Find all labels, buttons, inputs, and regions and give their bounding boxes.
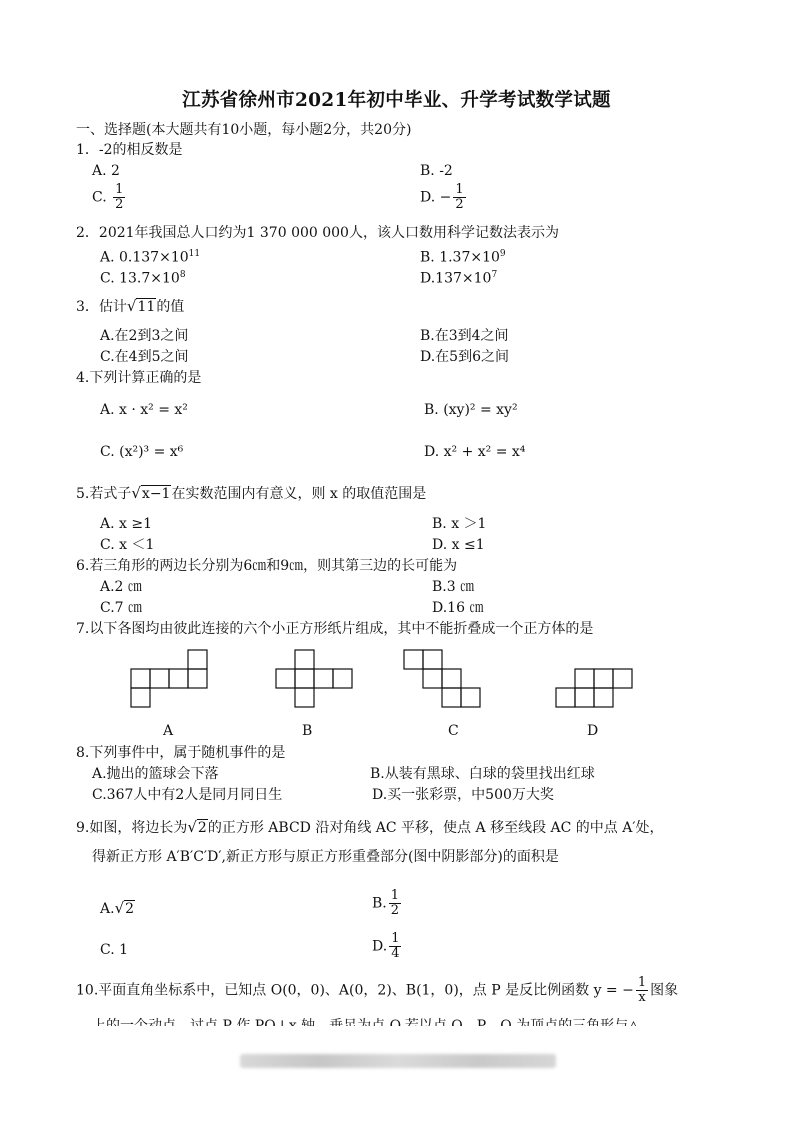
- q6-option-b: B.3 ㎝: [432, 579, 475, 595]
- q9-option-d: D. $\frac{1}{4}$: [372, 931, 400, 961]
- q5-stem: 5.若式子√x−1在实数范围内有意义，则 x 的取值范围是: [76, 484, 427, 502]
- q2-option-c: C. $13.7\times 10^8$: [100, 270, 186, 287]
- q4-option-b: B. (xy)² = xy²: [424, 402, 518, 418]
- q10-fraction: $\frac{1}{x}$: [637, 975, 647, 1005]
- q8-option-d: D.买一张彩票，中500万大奖: [372, 787, 554, 803]
- q1-d-fraction: $\frac{1}{2}$: [455, 182, 464, 212]
- q3-option-b: B.在3到4之间: [420, 328, 509, 344]
- q3-option-d: D.在5到6之间: [420, 349, 509, 365]
- q1-d-sign: −: [439, 189, 452, 206]
- q10-line1: 10.平面直角坐标系中，已知点 O(0，0)、A(0，2)、B(1，0)，点 P 是反比例函数 y = − $\frac{1}{x}$ 图象: [76, 975, 679, 1005]
- section-heading: 一、选择题(本大题共有10小题，每小题2分，共20分): [76, 122, 412, 138]
- q2-option-b: B. $1.37\times 10^9$: [420, 249, 506, 266]
- q1-c-fraction: $\frac{1}{2}$: [115, 182, 124, 212]
- cube-net-d: [555, 668, 637, 712]
- q9-line2: 得新正方形 A′B′C′D′,新正方形与原正方形重叠部分(图中阴影部分)的面积是: [92, 849, 559, 865]
- q5-option-b: B. x ＞1: [432, 516, 487, 532]
- q9-radicand: 2: [197, 820, 207, 836]
- q1-option-a: A. 2: [92, 163, 120, 179]
- q2-option-d: $D.137\times 10^7$: [420, 270, 498, 287]
- q3-option-c: C.在4到5之间: [100, 349, 189, 365]
- q6-option-d: D.16 ㎝: [432, 600, 484, 616]
- q2-stem: 2．2021年我国总人口约为1 370 000 000人，该人口数用科学记数法表示为: [76, 225, 559, 241]
- q3-stem: 3．估计√11的值: [76, 297, 185, 315]
- figure-label-d: D: [587, 723, 599, 739]
- q8-option-c: C.367人中有2人是同月同日生: [92, 787, 283, 803]
- q4-option-a: A. x · x² = x²: [100, 402, 188, 418]
- q9-line1: 9.如图，将边长为√2的正方形 ABCD 沿对角线 AC 平移，使点 A 移至线段 AC 的中点 A′处，: [76, 818, 664, 836]
- q7-stem: 7.以下各图均由彼此连接的六个小正方形纸片组成，其中不能折叠成一个正方体的是: [76, 621, 594, 637]
- q1-option-d: [420, 183, 468, 212]
- q9-b-fraction: $\frac{1}{2}$: [390, 888, 400, 918]
- q8-option-b: B.从装有黑球、白球的袋里找出红球: [370, 766, 595, 782]
- q4-option-c: C. (x²)³ = x⁶: [100, 444, 184, 460]
- q1-stem: 1．-2的相反数是: [76, 142, 183, 158]
- page-title: 江苏省徐州市2021年初中毕业、升学考试数学试题: [182, 90, 611, 111]
- q1-option-c: [92, 183, 127, 212]
- q3-option-a: A.在2到3之间: [100, 328, 189, 344]
- q8-option-a: A.抛出的篮球会下落: [92, 766, 219, 782]
- q1-option-b: B. -2: [420, 163, 453, 179]
- page-cutoff: [0, 1026, 793, 1122]
- q5-radicand: x−1: [141, 486, 171, 502]
- q6-option-a: A.2 ㎝: [100, 579, 142, 595]
- cube-net-b: [275, 649, 357, 711]
- q5-option-d: D. x ≤1: [432, 537, 485, 553]
- q9-d-fraction: $\frac{1}{4}$: [391, 931, 400, 961]
- figure-label-b: B: [302, 723, 313, 739]
- q2-option-a: A. $0.137\times 10^{11}$: [100, 249, 201, 266]
- q9-option-a: A.√2: [100, 899, 135, 917]
- q6-stem: 6.若三角形的两边长分别为6㎝和9㎝，则其第三边的长可能为: [76, 558, 458, 574]
- q4-stem: 4.下列计算正确的是: [76, 370, 202, 386]
- cube-net-c: [403, 649, 485, 711]
- q4-option-d: D. x² + x² = x⁴: [424, 444, 526, 460]
- q1-c-prefix: C.: [92, 189, 107, 206]
- q5-option-a: A. x ≥1: [100, 516, 152, 532]
- figure-label-c: C: [448, 723, 459, 739]
- q6-option-c: C.7 ㎝: [100, 600, 143, 616]
- figure-label-a: A: [163, 723, 174, 739]
- q8-stem: 8.下列事件中，属于随机事件的是: [76, 745, 286, 761]
- q9-option-b: B. $\frac{1}{2}$: [372, 888, 400, 918]
- q1-d-prefix: D.: [420, 189, 436, 206]
- blurred-footer: [240, 1054, 556, 1068]
- q5-option-c: C. x ＜1: [100, 537, 155, 553]
- q3-radicand: 11: [137, 299, 156, 315]
- cube-net-a: [130, 649, 212, 711]
- q9-option-c: C. 1: [100, 942, 129, 958]
